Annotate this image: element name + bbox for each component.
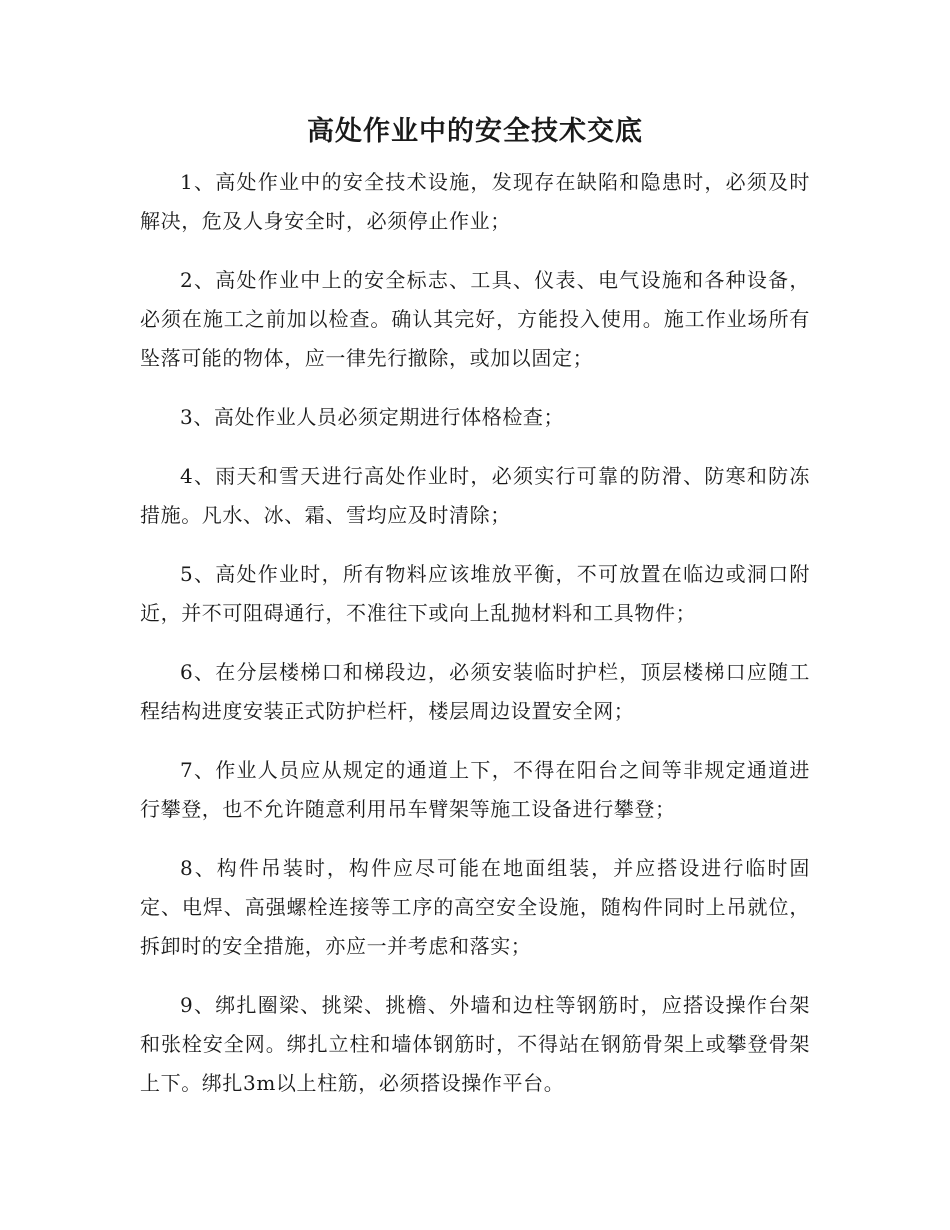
paragraph-6: 6、在分层楼梯口和梯段边，必须安装临时护栏，顶层楼梯口应随工程结构进度安装正式防护栏杆，楼层周边设置安全网； xyxy=(140,660,810,723)
paragraph-8: 8、构件吊装时，构件应尽可能在地面组装，并应搭设进行临时固定、电焊、高强螺栓连接等工序的高空安全设施，随构件同时上吊就位，拆卸时的安全措施，亦应一并考虑和落实； xyxy=(140,856,810,958)
paragraph-4: 4、雨天和雪天进行高处作业时，必须实行可靠的防滑、防寒和防冻措施。凡水、冰、霜、雪均应及时清除； xyxy=(140,464,810,527)
paragraph-5: 5、高处作业时，所有物料应该堆放平衡，不可放置在临边或洞口附近，并不可阻碍通行，不准往下或向上乱抛材料和工具物件； xyxy=(140,562,810,625)
page-title: 高处作业中的安全技术交底 xyxy=(307,116,643,147)
paragraph-7: 7、作业人员应从规定的通道上下，不得在阳台之间等非规定通道进行攀登，也不允许随意利用吊车臂架等施工设备进行攀登； xyxy=(140,758,810,821)
paragraph-3: 3、高处作业人员必须定期进行体格检查； xyxy=(180,405,565,429)
document-body xyxy=(140,163,810,1123)
paragraph-1: 1、高处作业中的安全技术设施，发现存在缺陷和隐患时，必须及时解决，危及人身安全时，必须停止作业； xyxy=(140,170,810,233)
paragraph-9: 9、绑扎圈梁、挑梁、挑檐、外墙和边柱等钢筋时，应搭设操作台架和张栓安全网。绑扎立柱和墙体钢筋时，不得站在钢筋骨架上或攀登骨架上下。绑扎3m以上柱筋，必须搭设操作平台。 xyxy=(140,993,810,1095)
paragraph-2: 2、高处作业中上的安全标志、工具、仪表、电气设施和各种设备，必须在施工之前加以检查。确认其完好，方能投入使用。施工作业场所有坠落可能的物体，应一律先行撤除，或加以固定； xyxy=(140,268,810,370)
